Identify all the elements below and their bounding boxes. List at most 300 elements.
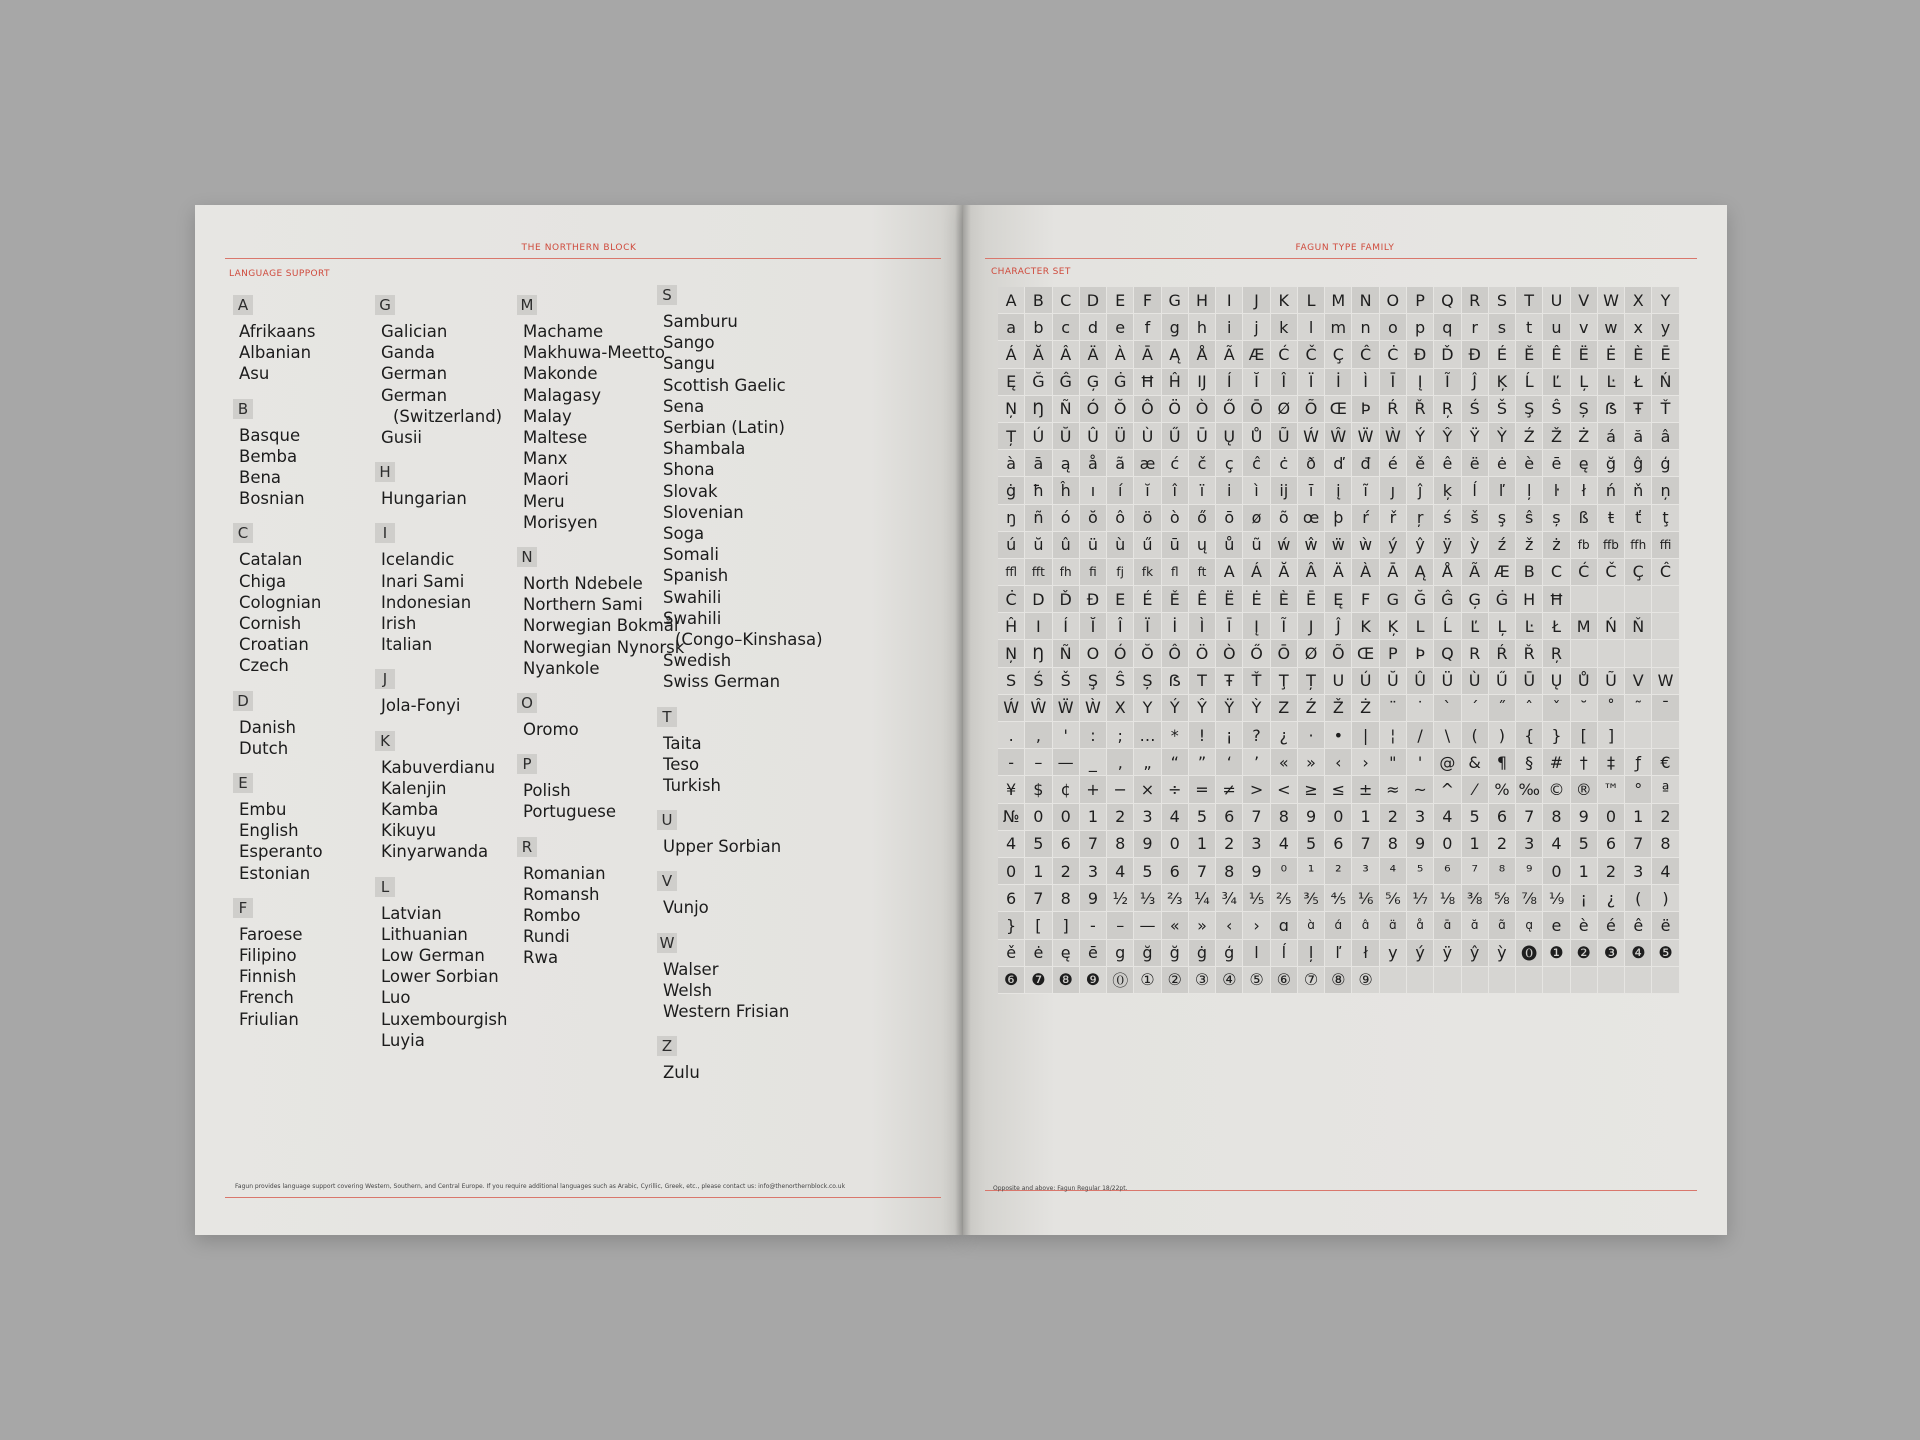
- glyph-cell: Ŧ: [1216, 668, 1243, 695]
- glyph-cell: Ł: [1543, 613, 1570, 640]
- glyph-cell: N: [1352, 287, 1379, 314]
- glyph-cell: Ú: [1352, 668, 1379, 695]
- language-item: Vunjo: [663, 898, 709, 918]
- glyph-cell: å: [1080, 450, 1107, 477]
- glyph-cell: ī: [1298, 477, 1325, 504]
- language-item: Indonesian: [381, 592, 472, 612]
- glyph-cell: Ÿ: [1462, 423, 1489, 450]
- glyph-cell: š: [1462, 505, 1489, 532]
- letter-heading: V: [657, 871, 677, 891]
- glyph-cell: Č: [1598, 559, 1625, 586]
- glyph-cell: æ: [1134, 450, 1161, 477]
- glyph-cell: ;: [1107, 722, 1134, 749]
- glyph-cell: 7: [1025, 885, 1052, 912]
- glyph-cell: l: [1243, 940, 1270, 967]
- glyph-cell: 7: [1625, 831, 1652, 858]
- glyph-cell: Ċ: [998, 586, 1025, 613]
- glyph-cell: ⁷: [1462, 858, 1489, 885]
- glyph-cell: ffb: [1598, 532, 1625, 559]
- glyph-cell: 9: [1298, 804, 1325, 831]
- glyph-cell: 1: [1462, 831, 1489, 858]
- glyph-cell: ™: [1598, 776, 1625, 803]
- glyph-cell: Ü: [1107, 423, 1134, 450]
- glyph-cell: ỳ: [1462, 532, 1489, 559]
- glyph-cell: Ţ: [1271, 668, 1298, 695]
- glyph-cell: ⑥: [1271, 967, 1298, 994]
- glyph-cell: ġ: [1189, 940, 1216, 967]
- language-group: [657, 810, 847, 857]
- glyph-cell: ą: [1053, 450, 1080, 477]
- glyph-cell: ⅕: [1243, 885, 1270, 912]
- glyph-cell: ≥: [1298, 776, 1325, 803]
- empty-cell: [1598, 586, 1625, 613]
- empty-cell: [1625, 722, 1652, 749]
- glyph-cell: Ř: [1407, 396, 1434, 423]
- language-item: Kalenjin: [381, 778, 447, 798]
- glyph-cell: Ē: [1298, 586, 1325, 613]
- glyph-cell: Ŭ: [1380, 668, 1407, 695]
- glyph-cell: Ẃ: [1298, 423, 1325, 450]
- language-item: Walser: [663, 959, 719, 979]
- glyph-cell: Ŭ: [1053, 423, 1080, 450]
- language-item: Embu: [239, 800, 287, 820]
- glyph-cell: ⓪: [1107, 967, 1134, 994]
- language-item: Polish: [523, 781, 571, 801]
- language-item: French: [239, 988, 294, 1008]
- glyph-cell: ô: [1107, 505, 1134, 532]
- glyph-cell: 2: [1380, 804, 1407, 831]
- glyph-cell: Y: [1134, 695, 1161, 722]
- empty-cell: [1543, 967, 1570, 994]
- language-item: Chiga: [239, 571, 287, 591]
- glyph-cell: 3: [1407, 804, 1434, 831]
- language-item: Albanian: [239, 343, 312, 363]
- glyph-cell: Ž: [1325, 695, 1352, 722]
- glyph-cell: ū: [1162, 532, 1189, 559]
- glyph-cell: F: [1352, 586, 1379, 613]
- glyph-cell: R: [1462, 640, 1489, 667]
- glyph-cell: b: [1025, 314, 1052, 341]
- glyph-cell: ẁ: [1352, 532, 1379, 559]
- language-item: Kabuverdianu: [381, 757, 496, 777]
- glyph-cell: ¿: [1271, 722, 1298, 749]
- glyph-cell: ˝: [1489, 695, 1516, 722]
- language-item: Sangu: [663, 354, 715, 374]
- glyph-cell: ę: [1571, 450, 1598, 477]
- glyph-cell: ½: [1107, 885, 1134, 912]
- glyph-cell: ê: [1434, 450, 1461, 477]
- glyph-cell: Î: [1107, 613, 1134, 640]
- glyph-cell: ĝ: [1625, 450, 1652, 477]
- glyph-cell: Ŋ: [1025, 396, 1052, 423]
- glyph-cell: Ẁ: [1380, 423, 1407, 450]
- glyph-cell: ŭ: [1025, 532, 1052, 559]
- glyph-cell: ƒ: [1625, 749, 1652, 776]
- glyph-cell: ⅓: [1134, 885, 1161, 912]
- glyph-cell: Ẅ: [1053, 695, 1080, 722]
- glyph-cell: ffh: [1625, 532, 1652, 559]
- glyph-cell: _: [1080, 749, 1107, 776]
- glyph-cell: è: [1571, 912, 1598, 939]
- glyph-cell: ẃ: [1271, 532, 1298, 559]
- glyph-cell: Ŀ: [1598, 369, 1625, 396]
- glyph-cell: İ: [1162, 613, 1189, 640]
- glyph-cell: Ī: [1380, 369, 1407, 396]
- glyph-cell: E: [1107, 586, 1134, 613]
- glyph-cell: Ņ: [998, 640, 1025, 667]
- glyph-cell: −: [1107, 776, 1134, 803]
- glyph-cell: Č: [1298, 341, 1325, 368]
- glyph-cell: Â: [1053, 341, 1080, 368]
- glyph-cell: ă: [1625, 423, 1652, 450]
- glyph-cell: I: [1025, 613, 1052, 640]
- language-item: Asu: [239, 364, 270, 384]
- glyph-cell: Ŗ: [1543, 640, 1570, 667]
- glyph-cell: ±: [1352, 776, 1379, 803]
- glyph-cell: u: [1543, 314, 1570, 341]
- glyph-cell: Í: [1053, 613, 1080, 640]
- glyph-cell: Û: [1407, 668, 1434, 695]
- glyph-cell: 9: [1407, 831, 1434, 858]
- language-item: Luyia: [381, 1030, 425, 1050]
- glyph-cell: ≤: [1325, 776, 1352, 803]
- glyph-cell: ŷ: [1462, 940, 1489, 967]
- glyph-cell: Ì: [1352, 369, 1379, 396]
- glyph-cell: Ż: [1352, 695, 1379, 722]
- glyph-cell: ③: [1189, 967, 1216, 994]
- letter-heading: H: [375, 462, 395, 482]
- glyph-cell: Ĝ: [1053, 369, 1080, 396]
- glyph-cell: á: [1598, 423, 1625, 450]
- glyph-cell: Ī: [1216, 613, 1243, 640]
- glyph-cell: Þ: [1352, 396, 1379, 423]
- glyph-cell: Ū: [1516, 668, 1543, 695]
- glyph-cell: œ: [1298, 505, 1325, 532]
- letter-heading: A: [233, 295, 253, 315]
- glyph-cell: 3: [1134, 804, 1161, 831]
- glyph-cell: Ō: [1271, 640, 1298, 667]
- glyph-cell: 5: [1189, 804, 1216, 831]
- glyph-cell: Ů: [1243, 423, 1270, 450]
- glyph-cell: M: [1325, 287, 1352, 314]
- glyph-cell: ɑ̈: [1380, 912, 1407, 939]
- glyph-cell: ffl: [998, 559, 1025, 586]
- glyph-cell: ž: [1516, 532, 1543, 559]
- language-item: Finnish: [239, 967, 297, 987]
- glyph-cell: H: [1189, 287, 1216, 314]
- glyph-cell: }: [998, 912, 1025, 939]
- glyph-cell: þ: [1325, 505, 1352, 532]
- glyph-cell: 0: [1053, 804, 1080, 831]
- glyph-cell: ġ: [998, 477, 1025, 504]
- glyph-cell: Æ: [1243, 341, 1270, 368]
- glyph-cell: f: [1134, 314, 1161, 341]
- letter-heading: E: [233, 773, 253, 793]
- empty-cell: [1598, 967, 1625, 994]
- letter-heading: D: [233, 691, 253, 711]
- right-page: [963, 205, 1727, 1235]
- glyph-cell: Á: [1243, 559, 1270, 586]
- glyph-cell: „: [1134, 749, 1161, 776]
- language-item: Luxembourgish: [381, 1009, 508, 1029]
- letter-heading: W: [657, 933, 677, 953]
- empty-cell: [1652, 967, 1679, 994]
- empty-cell: [1571, 586, 1598, 613]
- footer-note-left: Fagun provides language support covering Western, Southern, and Central Europe. If you require additional languages such as Arabic, Cyrillic, Greek, etc., please contact us: info@thenorthernblock.co.uk: [235, 1183, 846, 1190]
- glyph-cell: 4: [1107, 858, 1134, 885]
- glyph-cell: ⅙: [1352, 885, 1379, 912]
- glyph-cell: ť: [1625, 505, 1652, 532]
- glyph-cell: ð: [1298, 450, 1325, 477]
- glyph-cell: >: [1243, 776, 1270, 803]
- glyph-cell: ⅔: [1162, 885, 1189, 912]
- language-item: Western Frisian: [663, 1002, 790, 1022]
- language-item: Icelandic: [381, 550, 455, 570]
- language-item: Dutch: [239, 738, 289, 758]
- glyph-cell: Ě: [1516, 341, 1543, 368]
- glyph-cell: Ă: [1025, 341, 1052, 368]
- glyph-cell: Ñ: [1053, 640, 1080, 667]
- glyph-cell: ß: [1571, 505, 1598, 532]
- language-item: Turkish: [663, 776, 722, 796]
- language-item: Swiss German: [663, 672, 781, 692]
- empty-cell: [1380, 967, 1407, 994]
- glyph-cell: 4: [1543, 831, 1570, 858]
- language-item: Bemba: [239, 446, 298, 466]
- glyph-cell: Ē: [1652, 341, 1679, 368]
- language-item: Swedish: [663, 651, 732, 671]
- language-item: Romanian: [523, 863, 606, 883]
- glyph-cell: P: [1380, 640, 1407, 667]
- language-item: Jola-Fonyi: [381, 696, 461, 716]
- glyph-cell: ,: [1025, 722, 1052, 749]
- glyph-cell: ŷ: [1407, 532, 1434, 559]
- glyph-cell: ❾: [1080, 967, 1107, 994]
- glyph-cell: à: [998, 450, 1025, 477]
- glyph-cell: ŕ: [1352, 505, 1379, 532]
- language-item: Kinyarwanda: [381, 842, 489, 862]
- glyph-cell: ś: [1434, 505, 1461, 532]
- glyph-cell: ğ: [1134, 940, 1161, 967]
- language-item: Portuguese: [523, 802, 616, 822]
- glyph-cell: ‹: [1216, 912, 1243, 939]
- glyph-cell: fk: [1134, 559, 1161, 586]
- glyph-cell: ċ: [1271, 450, 1298, 477]
- glyph-cell: U: [1325, 668, 1352, 695]
- glyph-cell: ¦: [1380, 722, 1407, 749]
- glyph-cell: ’: [1243, 749, 1270, 776]
- glyph-cell: Ċ: [1380, 341, 1407, 368]
- glyph-cell: T: [1189, 668, 1216, 695]
- glyph-cell: Ę: [1325, 586, 1352, 613]
- glyph-cell: ": [1380, 749, 1407, 776]
- glyph-cell: Ț: [998, 423, 1025, 450]
- footer-rule-left: [225, 1197, 941, 1198]
- glyph-cell: ①: [1134, 967, 1161, 994]
- glyph-cell: Ń: [1652, 369, 1679, 396]
- glyph-cell: ¡: [1216, 722, 1243, 749]
- glyph-cell: 8: [1652, 831, 1679, 858]
- language-item: Inari Sami: [381, 571, 465, 591]
- glyph-cell: 2: [1216, 831, 1243, 858]
- glyph-cell: Ž: [1543, 423, 1570, 450]
- glyph-cell: ‚: [1107, 749, 1134, 776]
- language-item: Slovenian: [663, 502, 744, 522]
- glyph-cell: Ỳ: [1489, 423, 1516, 450]
- glyph-cell: ō: [1216, 505, 1243, 532]
- glyph-cell: ẅ: [1325, 532, 1352, 559]
- glyph-cell: K: [1271, 287, 1298, 314]
- glyph-cell: 0: [1025, 804, 1052, 831]
- glyph-cell: “: [1162, 749, 1189, 776]
- glyph-cell: õ: [1271, 505, 1298, 532]
- language-item: Sena: [663, 396, 705, 416]
- glyph-cell: R: [1462, 287, 1489, 314]
- language-item: Soga: [663, 524, 705, 544]
- glyph-cell: <: [1271, 776, 1298, 803]
- glyph-cell: ›: [1352, 749, 1379, 776]
- glyph-cell: 0: [1543, 858, 1570, 885]
- glyph-cell: ⅗: [1298, 885, 1325, 912]
- language-item: Samburu: [663, 312, 738, 331]
- glyph-cell: ɑ: [1271, 912, 1298, 939]
- letter-heading: O: [517, 693, 537, 713]
- section-label-character-set: CHARACTER SET: [991, 267, 1071, 277]
- glyph-cell: ė: [1489, 450, 1516, 477]
- glyph-cell: w: [1598, 314, 1625, 341]
- glyph-cell: ⅞: [1516, 885, 1543, 912]
- glyph-cell: 7: [1516, 804, 1543, 831]
- language-item: Catalan: [239, 550, 303, 570]
- language-item: Danish: [239, 717, 296, 737]
- language-item: Swahili: [663, 587, 722, 607]
- glyph-cell: ⅛: [1434, 885, 1461, 912]
- language-item: Maltese: [523, 428, 588, 448]
- language-item: Manx: [523, 449, 568, 469]
- glyph-cell: ł: [1352, 940, 1379, 967]
- glyph-cell: Ũ: [1271, 423, 1298, 450]
- glyph-cell: O: [1080, 640, 1107, 667]
- glyph-cell: 4: [1271, 831, 1298, 858]
- glyph-cell: ò: [1162, 505, 1189, 532]
- glyph-cell: ¢: [1053, 776, 1080, 803]
- empty-cell: [1652, 586, 1679, 613]
- glyph-cell: fh: [1053, 559, 1080, 586]
- glyph-cell: Å: [1189, 341, 1216, 368]
- language-item: (Congo–Kinshasa): [675, 630, 823, 650]
- language-item: Zulu: [663, 1063, 700, 1083]
- glyph-cell: 7: [1352, 831, 1379, 858]
- glyph-cell: ⑨: [1352, 967, 1379, 994]
- glyph-cell: Đ: [1462, 341, 1489, 368]
- glyph-cell: 4: [998, 831, 1025, 858]
- glyph-cell: Ó: [1107, 640, 1134, 667]
- glyph-cell: ?: [1243, 722, 1270, 749]
- glyph-cell: Ũ: [1598, 668, 1625, 695]
- glyph-cell: T: [1516, 287, 1543, 314]
- glyph-cell: Ẁ: [1080, 695, 1107, 722]
- glyph-cell: Ŋ: [1025, 640, 1052, 667]
- magazine-spread: [195, 205, 1727, 1235]
- language-item: Afrikaans: [239, 322, 316, 341]
- glyph-cell: •: [1325, 722, 1352, 749]
- glyph-cell: â: [1652, 423, 1679, 450]
- glyph-cell: !: [1189, 722, 1216, 749]
- glyph-cell: Š: [1053, 668, 1080, 695]
- language-group: [657, 285, 847, 693]
- glyph-cell: X: [1107, 695, 1134, 722]
- glyph-cell: ‘: [1216, 749, 1243, 776]
- glyph-cell: W: [1598, 287, 1625, 314]
- glyph-cell: ĉ: [1243, 450, 1270, 477]
- glyph-cell: Ó: [1080, 396, 1107, 423]
- letter-heading: L: [375, 877, 395, 897]
- language-item: Esperanto: [239, 842, 323, 862]
- letter-heading: T: [657, 707, 677, 727]
- glyph-cell: Ĵ: [1325, 613, 1352, 640]
- glyph-cell: Ĳ: [1189, 369, 1216, 396]
- glyph-cell: ª: [1652, 776, 1679, 803]
- language-item: Basque: [239, 425, 301, 445]
- glyph-cell: 3: [1625, 858, 1652, 885]
- glyph-cell: ģ: [1652, 450, 1679, 477]
- glyph-cell: Ű: [1489, 668, 1516, 695]
- glyph-cell: Ŧ: [1625, 396, 1652, 423]
- glyph-cell: ü: [1080, 532, 1107, 559]
- language-item: German: [381, 364, 448, 384]
- empty-cell: [1407, 967, 1434, 994]
- glyph-cell: ¹: [1298, 858, 1325, 885]
- glyph-cell: ȷ: [1380, 477, 1407, 504]
- glyph-cell: ×: [1134, 776, 1161, 803]
- glyph-cell: ų: [1189, 532, 1216, 559]
- glyph-cell: 6: [1325, 831, 1352, 858]
- glyph-cell: r: [1462, 314, 1489, 341]
- glyph-cell: Ā: [1380, 559, 1407, 586]
- glyph-cell: ě: [998, 940, 1025, 967]
- language-item: Shona: [663, 460, 715, 480]
- glyph-cell: -: [1080, 912, 1107, 939]
- language-item: Serbian (Latin): [663, 418, 785, 438]
- glyph-cell: .: [998, 722, 1025, 749]
- glyph-cell: ľ: [1489, 477, 1516, 504]
- glyph-cell: Ü: [1434, 668, 1461, 695]
- glyph-cell: Ä: [1325, 559, 1352, 586]
- language-item: Gusii: [381, 428, 423, 448]
- glyph-cell: D: [1080, 287, 1107, 314]
- glyph-cell: fft: [1025, 559, 1052, 586]
- glyph-cell: ẞ: [1162, 668, 1189, 695]
- language-item: Irish: [381, 614, 417, 634]
- glyph-cell: D: [1025, 586, 1052, 613]
- language-item: Bosnian: [239, 489, 305, 509]
- glyph-cell: Ò: [1189, 396, 1216, 423]
- glyph-cell: E: [1107, 287, 1134, 314]
- glyph-cell: {: [1516, 722, 1543, 749]
- glyph-cell: ĺ: [1462, 477, 1489, 504]
- glyph-cell: Ô: [1134, 396, 1161, 423]
- glyph-cell: Ý: [1162, 695, 1189, 722]
- glyph-cell: 9: [1571, 804, 1598, 831]
- language-item: Spanish: [663, 566, 729, 586]
- glyph-cell: 8: [1380, 831, 1407, 858]
- glyph-cell: i: [1216, 314, 1243, 341]
- language-item: Ganda: [381, 343, 435, 363]
- glyph-cell: Ŀ: [1516, 613, 1543, 640]
- glyph-cell: Ŝ: [1107, 668, 1134, 695]
- glyph-cell: +: [1080, 776, 1107, 803]
- glyph-cell: ő: [1189, 505, 1216, 532]
